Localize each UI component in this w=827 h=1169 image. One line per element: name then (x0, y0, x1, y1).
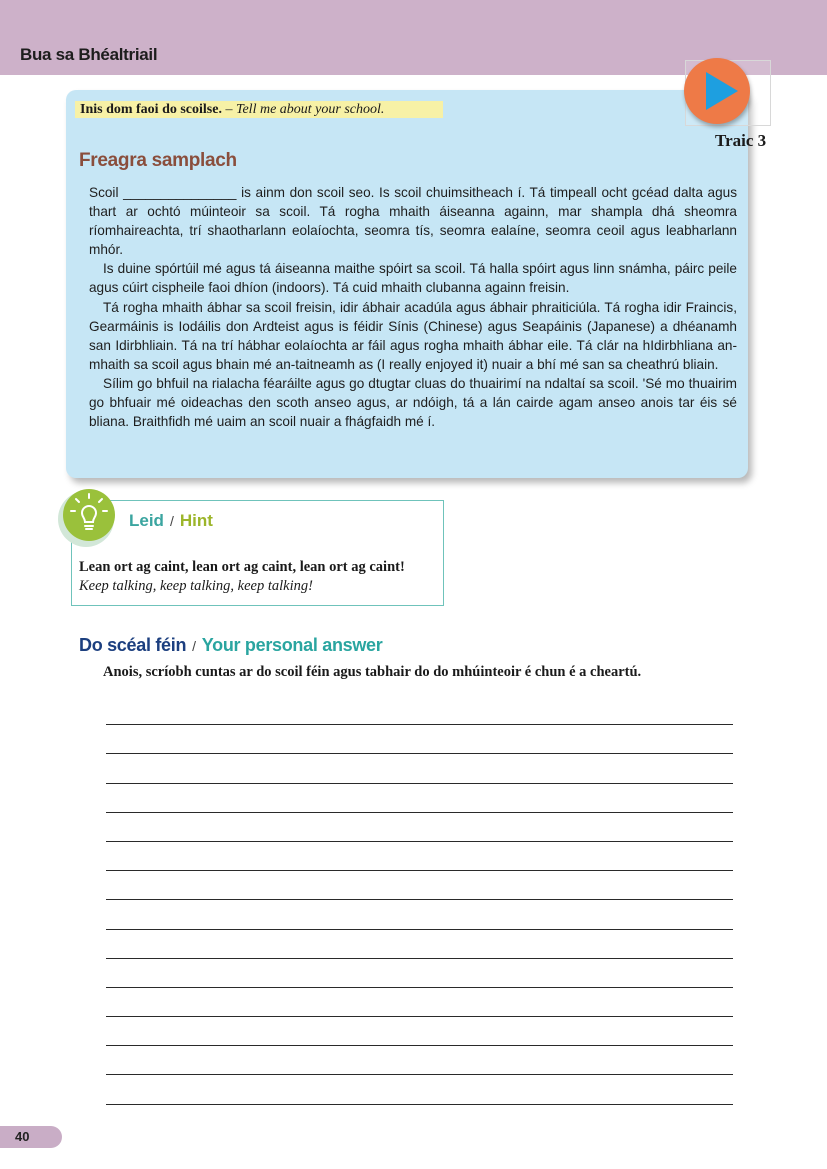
play-icon[interactable] (684, 58, 750, 124)
hint-title (129, 511, 213, 531)
personal-answer-heading (79, 635, 382, 656)
writing-instruction: Anois, scríobh cuntas ar do scoil féin agus tabhair do do mhúinteoir é chun é a cheartú. (103, 664, 642, 680)
writing-line[interactable] (106, 813, 733, 842)
personal-title-irish: Do scéal féin (79, 635, 187, 655)
hint-text-english: Keep talking, keep talking, keep talking! (79, 578, 313, 594)
writing-line[interactable] (106, 842, 733, 871)
sample-heading: Freagra samplach (79, 150, 237, 171)
personal-title-english: Your personal answer (201, 635, 383, 655)
sample-paragraph: Sílim go bhfuil na rialacha féaráilte agus go dtugtar cluas do thuairimí na ndaltaí sa scoil. 'Sé mo thuairim go bhfuair mé oideachas den scoth anseo agus, ar ndóigh, tá a lán cairde agam anseo anois tar éis sé bliana. Braithfidh mé uaim an scoil nuair a fhágfaidh mé í. (89, 375, 737, 430)
writing-lines[interactable] (106, 696, 733, 1105)
writing-line[interactable] (106, 784, 733, 813)
writing-line[interactable] (106, 930, 733, 959)
question-banner (75, 101, 443, 118)
writing-line[interactable] (106, 988, 733, 1017)
sample-paragraph: Is duine spórtúil mé agus tá áiseanna maithe spóirt sa scoil. Tá halla spóirt agus linn snámha, páirc peile agus cúirt cispheile faoi dhíon (indoors). Tá cuid mhaith clubanna againn freisin. (89, 261, 737, 296)
question-english: – Tell me about your school. (221, 102, 385, 117)
hint-title-separator: / (169, 513, 174, 529)
personal-title-separator: / (192, 638, 196, 654)
writing-line[interactable] (106, 696, 733, 725)
writing-line[interactable] (106, 1017, 733, 1046)
sample-paragraph: Scoil _______________ is ainm don scoil seo. Is scoil chuimsitheach í. Tá timpeall ocht gcéad dalta agus thart ar ochtó múinteoir sa scoil. Tá rogha mhaith áiseanna againn, mar shampla dhá sheomra ríomhaireachta, trí shaotharlann eolaíochta, seomra tís, seomra ealaíne, seomra ceoil agus leabharlann mhór. (89, 185, 737, 258)
page-number-tab (0, 1126, 62, 1148)
page-number: 40 (15, 1129, 30, 1144)
book-title: Bua sa Bhéaltriail (20, 45, 158, 64)
question-irish: Inis dom faoi do scoilse. (80, 102, 222, 117)
hint-title-irish: Leid (129, 511, 164, 530)
hint-text-irish: Lean ort ag caint, lean ort ag caint, lean ort ag caint! (79, 559, 405, 575)
writing-line[interactable] (106, 1075, 733, 1104)
writing-line[interactable] (106, 725, 733, 754)
writing-line[interactable] (106, 900, 733, 929)
hint-title-english: Hint (179, 511, 213, 530)
writing-line[interactable] (106, 871, 733, 900)
writing-line[interactable] (106, 1046, 733, 1075)
track-label: Traic 3 (715, 131, 767, 150)
writing-line[interactable] (106, 959, 733, 988)
sample-answer-text (89, 183, 737, 431)
writing-line[interactable] (106, 754, 733, 783)
sample-paragraph: Tá rogha mhaith ábhar sa scoil freisin, idir ábhair acadúla agus ábhair phraiticiúla. Tá rogha idir Fraincis, Gearmáinis is Iodáilis don Ardteist agus is féidir Sínis (Chinese) agus Seapáinis (Japanese) a dhéanamh san Idirbhliain. Tá na trí hábhar eolaíochta ar fáil agus rogha mhaith ábhar eile. Tá clár na hIdirbhliana an-mhaith sa scoil agus bhain mé an-taitneamh as (I really enjoyed it) nuair a bhí mé san sa cheathrú bliain. (89, 299, 737, 372)
lightbulb-icon (63, 489, 115, 541)
